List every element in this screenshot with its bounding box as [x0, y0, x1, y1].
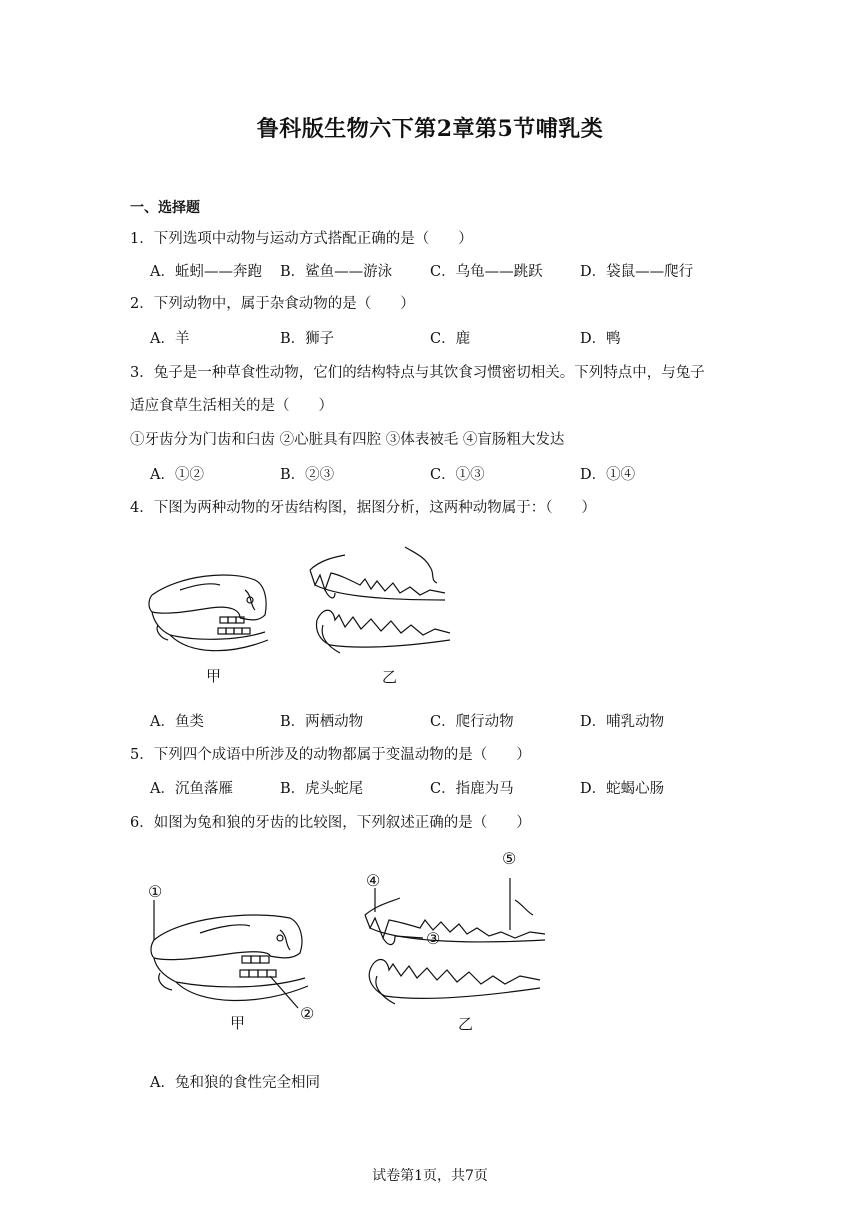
marker-3: ③: [426, 929, 441, 948]
q6-figure-label-yi: 乙: [458, 1015, 474, 1033]
q5-option-a[interactable]: A．沉鱼落雁: [150, 781, 233, 797]
q2-option-b[interactable]: B．狮子: [280, 331, 335, 347]
q1-option-d[interactable]: D．袋鼠——爬行: [580, 264, 694, 280]
marker-5: ⑤: [502, 849, 517, 868]
rabbit-teeth-comparison-figure: [140, 878, 330, 1023]
q1-option-c[interactable]: C．乌龟——跳跃: [430, 264, 543, 280]
page-title: 鲁科版生物六下第2章第5节哺乳类: [256, 116, 604, 142]
q4-option-c[interactable]: C．爬行动物: [430, 714, 514, 730]
q4-option-a[interactable]: A．鱼类: [150, 714, 204, 730]
marker-2: ②: [300, 1004, 315, 1023]
wolf-teeth-comparison-figure: [355, 860, 555, 1010]
q4-option-d[interactable]: D．哺乳动物: [580, 714, 665, 730]
question-3-stem-line2: 适应食草生活相关的是（ ）: [130, 398, 333, 414]
marker-1: ①: [148, 882, 163, 901]
question-2-stem: 2．下列动物中，属于杂食动物的是（ ）: [130, 296, 415, 312]
q4-figure-label-yi: 乙: [382, 668, 398, 686]
q6-option-a[interactable]: A．兔和狼的食性完全相同: [150, 1075, 320, 1091]
question-3-statement: ①牙齿分为门齿和臼齿 ②心脏具有四腔 ③体表被毛 ④盲肠粗大发达: [130, 432, 565, 448]
question-6-stem: 6．如图为兔和狼的牙齿的比较图，下列叙述正确的是（ ）: [130, 815, 531, 831]
section-heading: 一、选择题: [130, 200, 200, 216]
page-footer: 试卷第1页，共7页: [372, 1168, 488, 1184]
q4-figure-label-jia: 甲: [206, 667, 222, 685]
q5-option-b[interactable]: B．虎头蛇尾: [280, 781, 364, 797]
question-1-stem: 1．下列选项中动物与运动方式搭配正确的是（ ）: [130, 231, 473, 247]
q4-option-b[interactable]: B．两栖动物: [280, 714, 364, 730]
q1-option-a[interactable]: A．蚯蚓——奔跑: [150, 264, 262, 280]
q1-option-b[interactable]: B．鲨鱼——游泳: [280, 264, 393, 280]
q2-option-a[interactable]: A．羊: [150, 331, 190, 347]
q6-figure-label-jia: 甲: [230, 1014, 246, 1032]
q3-option-b[interactable]: B．②③: [280, 467, 335, 483]
q3-option-c[interactable]: C．①③: [430, 467, 485, 483]
q2-option-c[interactable]: C．鹿: [430, 331, 471, 347]
question-5-stem: 5．下列四个成语中所涉及的动物都属于变温动物的是（ ）: [130, 747, 531, 763]
q3-option-a[interactable]: A．①②: [150, 467, 204, 483]
q3-option-d[interactable]: D．①④: [580, 467, 636, 483]
q5-option-c[interactable]: C．指鹿为马: [430, 781, 514, 797]
question-4-stem: 4．下图为两种动物的牙齿结构图，据图分析，这两种动物属于：（ ）: [130, 500, 596, 516]
q5-option-d[interactable]: D．蛇蝎心肠: [580, 781, 665, 797]
question-3-stem-line1: 3．兔子是一种草食性动物，它们的结构特点与其饮食习惯密切相关。下列特点中，与兔子: [130, 365, 705, 381]
wolf-teeth-figure: [305, 545, 455, 665]
q2-option-d[interactable]: D．鸭: [580, 331, 621, 347]
marker-4: ④: [366, 871, 381, 890]
